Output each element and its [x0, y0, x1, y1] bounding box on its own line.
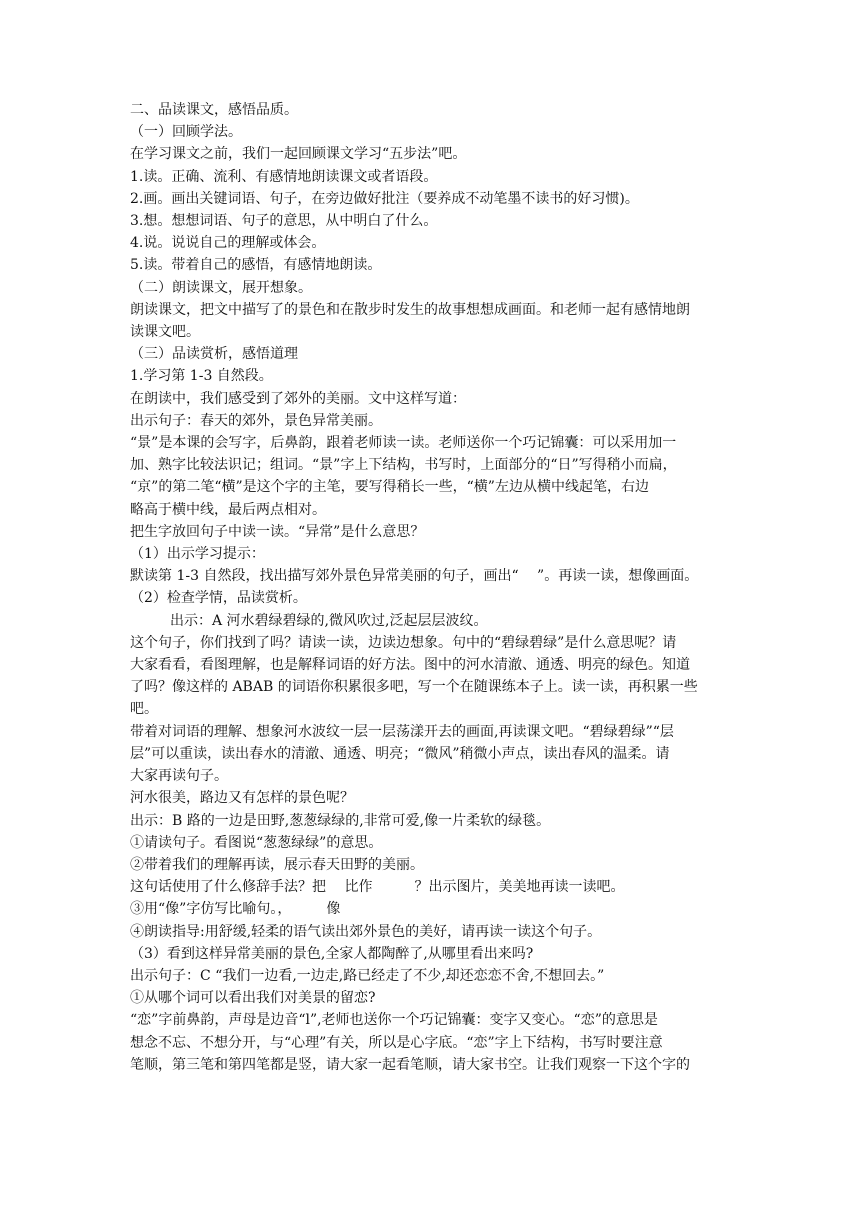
paragraph-line: ②带着我们的理解再读，展示春天田野的美丽。: [130, 856, 424, 873]
paragraph-line: “恋”字前鼻韵，声母是边音“l”,老师也送你一个巧记锦囊：变字又变心。“恋”的意思是: [130, 1012, 658, 1029]
subsection-heading: （二）朗读课文，展开想象。: [130, 279, 312, 296]
example-sentence: 出示句子：C “我们一边看,一边走,路已经走了不少,却还恋恋不舍,不想回去。”: [130, 967, 605, 984]
paragraph-line: 大家再读句子。: [130, 768, 228, 785]
step-item: 2.画。画出关键词语、句子，在旁边做好批注（要养成不动笔墨不读书的好习惯)。: [130, 190, 639, 207]
example-sentence: 出示：B 路的一边是田野,葱葱绿绿的,非常可爱,像一片柔软的绿毯。: [130, 812, 551, 829]
paragraph-line: 1.学习第 1-3 自然段。: [130, 368, 273, 385]
paragraph-line: 这个句子，你们找到了吗？请读一读，边读边想象。句中的“碧绿碧绿”是什么意思呢？请: [130, 634, 677, 651]
paragraph-line: 吧。: [130, 701, 158, 718]
paragraph-line: 了吗？像这样的 ABAB 的词语你积累很多吧，写一个在随课练本子上。读一读，再积累一些: [130, 679, 698, 696]
paragraph-line: ④朗读指导:用舒缓,轻柔的语气读出郊外景色的美好，请再读一读这个句子。: [130, 923, 602, 940]
paragraph-line: （1）出示学习提示：: [130, 546, 265, 563]
paragraph-line: （2）检查学情，品读赏析。: [130, 590, 307, 607]
section-heading: 二、品读课文，感悟品质。: [130, 102, 298, 118]
paragraph-line: 想念不忘、不想分开，与“心理”有关，所以是心字底。“恋”字上下结构，书写时要注意: [130, 1034, 663, 1051]
paragraph-line: “景”是本课的会写字，后鼻韵，跟着老师读一读。老师送你一个巧记锦囊：可以采用加一: [130, 435, 677, 452]
step-item: 3.想。想想词语、句子的意思，从中明白了什么。: [130, 213, 438, 230]
paragraph-line: 出示句子：春天的郊外，景色异常美丽。: [130, 412, 382, 429]
paragraph-line: ③用“像”字仿写比喻句。， 像: [130, 901, 341, 918]
paragraph-line: 在学习课文之前，我们一起回顾课文学习“五步法”吧。: [130, 146, 467, 163]
paragraph-line: ①从哪个词可以看出我们对美景的留恋?: [130, 990, 376, 1007]
paragraph-line: 把生字放回句子中读一读。“异常”是什么意思？: [130, 523, 425, 540]
paragraph-line: 大家看看，看图理解，也是解释词语的好方法。图中的河水清澈、通透、明亮的绿色。知道: [130, 657, 690, 674]
paragraph-line: ①请读句子。看图说“葱葱绿绿”的意思。: [130, 834, 383, 851]
paragraph-line: 朗读课文，把文中描写了的景色和在散步时发生的故事想想成画面。和老师一起有感情地朗: [130, 301, 690, 318]
paragraph-line: “京”的第二笔“横”是这个字的主笔，要写得稍长一些，“横”左边从横中线起笔，右边: [130, 479, 649, 496]
paragraph-line: （3）看到这样异常美丽的景色,全家人都陶醉了,从哪里看出来吗?: [130, 945, 534, 962]
paragraph-line: 带着对词语的理解、想象河水波纹一层一层荡漾开去的画面,再读课文吧。“碧绿碧绿”“层: [130, 723, 674, 740]
paragraph-line: 加、熟字比较法识记；组词。“景”字上下结构，书写时，上面部分的“日”写得稍小而扁，: [130, 457, 677, 474]
subsection-heading: （一）回顾学法。: [130, 124, 242, 141]
paragraph-line: 在朗读中，我们感受到了郊外的美丽。文中这样写道：: [130, 390, 466, 407]
paragraph-line: 层”可以重读，读出春水的清澈、通透、明亮；“微风”稍微小声点，读出春风的温柔。请: [130, 745, 670, 762]
step-item: 4.说。说说自己的理解或体会。: [130, 235, 326, 252]
paragraph-line: 河水很美，路边又有怎样的景色呢？: [130, 790, 354, 807]
paragraph-line: 略高于横中线，最后两点相对。: [130, 501, 326, 518]
paragraph-line: 默读第 1-3 自然段，找出描写郊外景色异常美丽的句子，画出“ ”。再读一读，想像画面。: [130, 568, 699, 585]
step-item: 5.读。带着自己的感悟，有感情地朗读。: [130, 257, 382, 274]
example-sentence: 出示：A 河水碧绿碧绿的,微风吹过,泛起层层波纹。: [170, 612, 488, 629]
paragraph-line: 这句话使用了什么修辞手法？把 比作 ？出示图片，美美地再读一读吧。: [130, 879, 625, 896]
paragraph-line: 笔顺，第三笔和第四笔都是竖，请大家一起看笔顺，请大家书空。让我们观察一下这个字的: [130, 1056, 690, 1073]
step-item: 1.读。正确、流利、有感情地朗读课文或者语段。: [130, 168, 438, 185]
paragraph-line: 读课文吧。: [130, 324, 200, 341]
subsection-heading: （三）品读赏析，感悟道理: [130, 346, 298, 363]
